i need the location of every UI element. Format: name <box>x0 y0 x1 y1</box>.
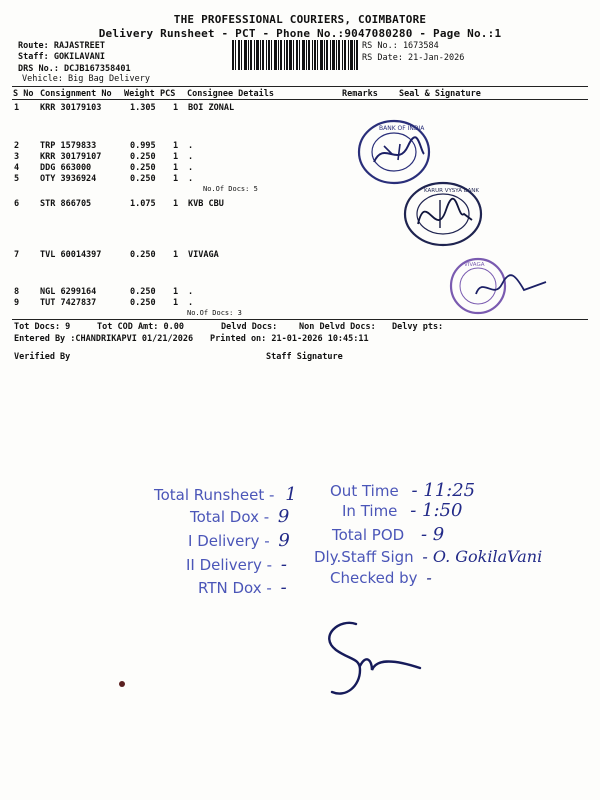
row-consignee: BOI ZONAL <box>188 103 235 113</box>
col-consignee: Consignee Details <box>187 89 274 99</box>
row-consignment: KRR 30179107 <box>40 152 102 162</box>
entry-row <box>0 334 600 345</box>
table-row <box>0 103 600 114</box>
route-label: Route: RAJASTREET <box>18 41 105 51</box>
runsheet-subtitle: Delivery Runsheet - PCT - Phone No.:9047080280 - Page No.:1 <box>98 27 502 40</box>
stamp-value: 9 <box>278 530 290 551</box>
stamp-label: In Time <box>342 502 398 520</box>
stamp-in-time <box>342 500 462 521</box>
seal-3-text: VIVAGA <box>464 262 485 268</box>
col-consignment: Consignment No <box>40 89 112 99</box>
row-weight: 0.250 <box>130 174 156 184</box>
vivaga-seal <box>446 254 556 316</box>
delvd-docs: Delvd Docs: <box>221 322 278 332</box>
row-pcs: 1 <box>173 103 179 113</box>
rs-date: RS Date: 21-Jan-2026 <box>362 53 465 63</box>
row-consignee: KVB CBU <box>188 199 224 209</box>
company-title: THE PROFESSIONAL COURIERS, COIMBATORE <box>173 13 427 26</box>
totals-row <box>0 322 600 333</box>
row-consignee: . <box>188 298 194 308</box>
row-weight: 0.250 <box>130 152 156 162</box>
stamp-value: - <box>280 554 287 575</box>
row-sno: 4 <box>14 163 20 173</box>
row-consignee: . <box>188 141 194 151</box>
stamp-value: - <box>280 577 287 598</box>
tot-docs: Tot Docs: 9 <box>14 322 71 332</box>
header-rule-bottom <box>12 99 588 100</box>
stamp-total-pod <box>332 524 444 545</box>
stamp-label: RTN Dox - <box>198 579 272 597</box>
stamp-total-runsheet <box>154 484 297 505</box>
row-consignment: STR 866705 <box>40 199 92 209</box>
stamp-value: - 11:25 <box>411 480 476 501</box>
row-consignment: DDG 663000 <box>40 163 92 173</box>
row-weight: 0.250 <box>130 287 156 297</box>
table-row <box>0 152 600 163</box>
staff-signature-label: Staff Signature <box>266 352 343 362</box>
row-consignment: TVL 60014397 <box>40 250 102 260</box>
row-pcs: 1 <box>173 250 179 260</box>
non-delvd-docs: Non Delvd Docs: <box>299 322 376 332</box>
col-pcs: PCS <box>160 89 176 99</box>
verified-by: Verified By <box>14 352 71 362</box>
stamp-i-delivery <box>188 530 290 551</box>
row-weight: 0.250 <box>130 298 156 308</box>
stamp-label: Total POD <box>332 526 405 544</box>
stamp-label: Out Time <box>330 482 399 500</box>
stamp-value: - O. GokilaVani <box>422 547 543 566</box>
col-seal: Seal & Signature <box>399 89 481 99</box>
row-weight: 0.250 <box>130 163 156 173</box>
group-note: No.Of Docs: 3 <box>187 309 242 317</box>
row-pcs: 1 <box>173 199 179 209</box>
header-rule-top <box>12 86 588 87</box>
row-consignment: KRR 30179103 <box>40 103 102 113</box>
row-consignee: . <box>188 174 194 184</box>
row-weight: 0.995 <box>130 141 156 151</box>
row-sno: 9 <box>14 298 20 308</box>
table-row <box>0 199 600 210</box>
stamp-out-time <box>330 480 475 501</box>
drs-number: DRS No.: DCJB167358401 <box>18 64 131 74</box>
delvy-pts: Delvy pts: <box>392 322 444 332</box>
stamp-ii-delivery <box>186 554 287 575</box>
barcode <box>232 40 358 70</box>
row-pcs: 1 <box>173 174 179 184</box>
stamp-staff-sign <box>314 547 542 566</box>
row-sno: 1 <box>14 103 20 113</box>
table-row <box>0 141 600 152</box>
seal-1-text: BANK OF INDIA <box>379 125 425 132</box>
row-weight: 1.305 <box>130 103 156 113</box>
entered-by: Entered By :CHANDRIKAPVI 01/21/2026 <box>14 334 194 344</box>
row-pcs: 1 <box>173 141 179 151</box>
row-consignment: TUT 7427837 <box>40 298 97 308</box>
stamp-label: Total Dox - <box>190 508 270 526</box>
row-weight: 1.075 <box>130 199 156 209</box>
row-consignment: TRP 1579833 <box>40 141 97 151</box>
footer-rule <box>12 319 588 320</box>
stamp-value: - <box>426 568 432 587</box>
row-pcs: 1 <box>173 287 179 297</box>
row-sno: 8 <box>14 287 20 297</box>
bank-seal-1 <box>354 116 436 188</box>
stamp-label: Total Runsheet - <box>154 486 275 504</box>
col-sno: S No <box>13 89 34 99</box>
stamp-label: Dly.Staff Sign <box>314 548 414 566</box>
stamp-checked-by <box>330 568 432 587</box>
stamp-label: I Delivery - <box>188 532 270 550</box>
row-sno: 3 <box>14 152 20 162</box>
row-sno: 2 <box>14 141 20 151</box>
row-consignee: . <box>188 287 194 297</box>
tot-cod: Tot COD Amt: 0.00 <box>97 322 184 332</box>
row-consignee: . <box>188 152 194 162</box>
row-consignee: VIVAGA <box>188 250 219 260</box>
stamp-value: - 9 <box>420 524 445 545</box>
row-pcs: 1 <box>173 152 179 162</box>
staff-pen-signature <box>310 606 450 706</box>
stamp-label: Checked by <box>330 569 418 587</box>
row-consignment: OTY 3936924 <box>40 174 97 184</box>
row-consignment: NGL 6299164 <box>40 287 97 297</box>
row-weight: 0.250 <box>130 250 156 260</box>
row-pcs: 1 <box>173 298 179 308</box>
stamp-total-dox <box>190 506 289 527</box>
stamp-rtn-dox <box>198 577 287 598</box>
table-row <box>0 174 600 185</box>
ink-dot <box>118 680 126 688</box>
row-consignee: . <box>188 163 194 173</box>
stamp-value: 1 <box>285 484 297 505</box>
row-sno: 7 <box>14 250 20 260</box>
rs-number: RS No.: 1673584 <box>362 41 439 51</box>
row-sno: 6 <box>14 199 20 209</box>
table-row <box>0 163 600 174</box>
seal-2-text: KARUR VYSYA BANK <box>424 188 480 194</box>
row-sno: 5 <box>14 174 20 184</box>
group-note: No.Of Docs: 5 <box>203 185 258 193</box>
staff-label: Staff: GOKILAVANI <box>18 52 105 62</box>
stamp-value: - 1:50 <box>410 500 463 521</box>
printed-on: Printed on: 21-01-2026 10:45:11 <box>210 334 369 344</box>
stamp-value: 9 <box>277 506 290 527</box>
vehicle-label: Vehicle: Big Bag Delivery <box>22 74 150 84</box>
col-remarks: Remarks <box>342 89 378 99</box>
stamp-label: II Delivery - <box>186 556 273 574</box>
bank-seal-2 <box>400 180 490 248</box>
row-pcs: 1 <box>173 163 179 173</box>
col-weight: Weight <box>124 89 155 99</box>
